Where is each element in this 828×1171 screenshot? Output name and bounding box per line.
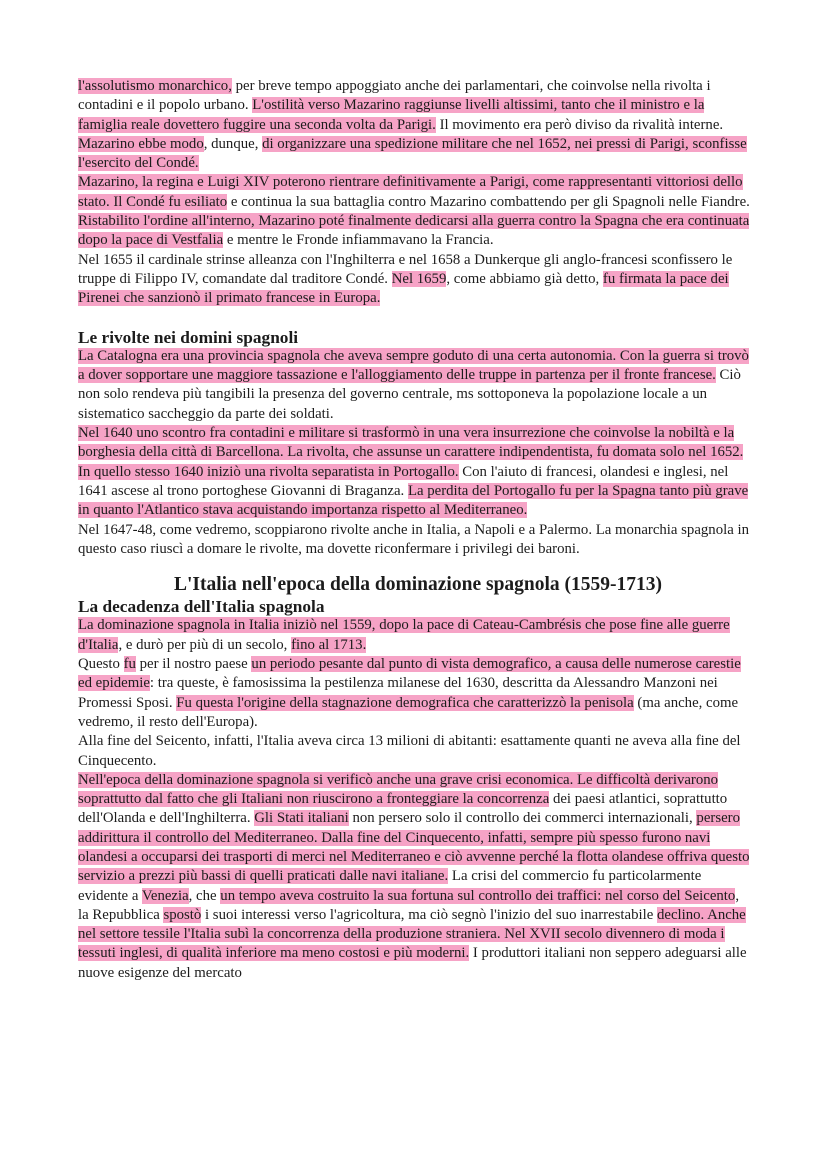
paragraph	[78, 521, 750, 560]
text-segment: Nel 1647-48, come vedremo, scoppiarono rivolte anche in Italia, a Napoli e a Palermo. La monarchia spagnola in questo caso riuscì a domare le rivolte, ma dovette riconfermare i privilegi dei baroni.	[78, 521, 749, 557]
highlighted-text: Gli Stati italiani	[254, 810, 349, 827]
text-segment: Questo	[78, 656, 124, 673]
highlighted-text: Mazarino, la regina e Luigi XIV poterono rientrare definitivamente a Parigi, come rappresentanti vittoriosi dello stato. Il Condé fu esiliato	[78, 174, 743, 210]
paragraph	[78, 463, 750, 521]
text-segment: Il movimento era però diviso da rivalità interne.	[435, 116, 724, 133]
paragraph	[78, 251, 750, 309]
text-segment: Alla fine del Seicento, infatti, l'Italia aveva circa 13 milioni di abitanti: esattamente quanti ne aveva alla fine del Cinquecento.	[78, 733, 741, 769]
highlighted-text: L'ostilità verso Mazarino raggiunse livelli altissimi, tanto che il ministro e la famiglia reale dovettero fuggire una seconda volta da Parigi.	[78, 97, 705, 133]
text-segment: Nel 1655 il cardinale strinse alleanza con l'Inghilterra e nel 1658 a Dunkerque gli anglo-francesi sconfissero le truppe di Filippo IV, comandate dal traditore Condé.	[78, 251, 733, 287]
paragraph	[78, 424, 750, 463]
text-segment: dei paesi atlantici, soprattutto dell'Olanda e dell'Inghilterra.	[78, 791, 728, 827]
highlighted-text: Nel 1640 uno scontro fra contadini e militare si trasformò in una vera insurrezione che coinvolse la nobiltà e la borghesia della città di Barcellona. La rivolta, che assunse un carattere indipendentista, fu domata solo nel 1652.	[78, 425, 744, 461]
highlighted-text: l'assolutismo monarchico,	[78, 78, 232, 94]
text-segment: , come abbiamo già detto,	[446, 270, 603, 287]
highlighted-text: declino. Anche nel settore tessile l'Italia subì la concorrenza della produzione straniera. Nel XVII secolo divennero di moda i tessuti inglesi, di qualità inferiore ma meno costosi e più moderni.	[78, 906, 746, 962]
text-segment: I produttori italiani non seppero adeguarsi alle nuove esigenze del mercato	[78, 945, 747, 981]
paragraph	[78, 173, 750, 212]
text-segment: non persero solo il controllo dei commerci internazionali,	[348, 810, 697, 827]
paragraph	[78, 77, 750, 173]
text-segment: e continua la sua battaglia contro Mazarino combattendo per gli Spagnoli nelle Fiandre.	[227, 193, 750, 210]
highlighted-text: fino al 1713.	[291, 636, 367, 653]
text-segment: , la Repubblica	[78, 887, 740, 923]
highlighted-text: di organizzare una spedizione militare che nel 1652, nei pressi di Parigi, sconfisse l'esercito del Condé.	[78, 135, 747, 172]
paragraph	[78, 347, 750, 424]
section-heading-decadenza: La decadenza dell'Italia spagnola	[78, 597, 325, 617]
highlighted-text: Nell'epoca della dominazione spagnola si verificò anche una grave crisi economica. Le difficoltà derivarono soprattutto dal fatto che gli Italiani non riuscirono a fronteggiare la concorrenza	[78, 771, 719, 808]
chapter-title: L'Italia nell'epoca della dominazione spagnola (1559-1713)	[173, 574, 663, 596]
paragraph	[78, 655, 750, 732]
text-segment: , e durò per più di un secolo,	[118, 636, 292, 653]
text-segment: per breve tempo appoggiato anche dei parlamentari, che coinvolse nella rivolta i contadini e il popolo urbano.	[78, 78, 711, 114]
highlighted-text: In quello stesso 1640 iniziò una rivolta separatista in Portogallo.	[78, 463, 459, 480]
highlighted-text: spostò	[163, 906, 202, 923]
paragraph	[78, 212, 750, 251]
paragraph	[78, 771, 750, 983]
highlighted-text: persero addirittura il controllo del Mediterraneo. Dalla fine del Cinquecento, infatti, sempre più spesso furono navi olandesi a occuparsi dei trasporti di merci nel Mediterraneo e ciò avvenne perché la flotta olandese offriva questo servizio a prezzi più bassi di quelli praticati dalle navi italiane.	[78, 810, 750, 885]
highlighted-text: La perdita del Portogallo fu per la Spagna tanto più grave in quanto l'Atlantico stava acquistando importanza rispetto al Mediterraneo.	[78, 482, 749, 519]
text-segment: e mentre le Fronde infiammavano la Francia.	[223, 232, 494, 249]
text-segment: La crisi del commercio fu particolarmente evidente a	[78, 868, 702, 904]
text-segment: : tra queste, è famosissima la pestilenza milanese del 1630, descritta da Alessandro Manzoni nei Promessi Sposi.	[78, 675, 718, 711]
text-segment: Ciò non solo rendeva più tangibili la presenza del governo centrale, ms sottoponeva la popolazione locale a un sistematico saccheggio da parte dei soldati.	[78, 367, 741, 422]
text-segment: , che	[188, 887, 221, 904]
highlighted-text: Nel 1659	[391, 270, 447, 287]
spacer	[78, 309, 750, 328]
highlighted-text: fu	[123, 656, 136, 673]
highlighted-text: La Catalogna era una provincia spagnola che aveva sempre goduto di una certa autonomia. Con la guerra si trovò a dover sopportare une maggiore tassazione e l'alloggiamento delle truppe in partenza per il fronte francese.	[78, 347, 749, 384]
paragraph	[78, 732, 750, 771]
text-segment: Con l'aiuto di francesi, olandesi e inglesi, nel 1641 ascese al trono portoghese Giovanni di Braganza.	[78, 463, 729, 499]
highlighted-text: un periodo pesante dal punto di vista demografico, a causa delle numerose carestie ed epidemie	[78, 656, 741, 692]
document-page	[78, 77, 750, 983]
highlighted-text: Venezia	[141, 887, 189, 904]
highlighted-text: fu firmata la pace dei Pirenei che sanzionò il primato francese in Europa.	[78, 270, 729, 307]
highlighted-text: La dominazione spagnola in Italia iniziò nel 1559, dopo la pace di Cateau-Cambrésis che pose fine alle guerre d'Italia	[78, 617, 730, 653]
highlighted-text: Ristabilito l'ordine all'interno, Mazarino poté finalmente dedicarsi alla guerra contro la Spagna che era continuata dopo la pace di Vestfalia	[78, 213, 750, 249]
highlighted-text: un tempo aveva costruito la sua fortuna sul controllo dei traffici: nel corso del Seicento	[220, 887, 736, 904]
text-segment: i suoi interessi verso l'agricoltura, ma ciò segnò l'inizio del suo inarrestabile	[201, 906, 657, 923]
section-heading-rivolte: Le rivolte nei domini spagnoli	[78, 327, 299, 347]
paragraph	[78, 616, 750, 655]
text-segment: per il nostro paese	[135, 656, 252, 673]
spacer	[78, 559, 750, 573]
text-segment: (ma anche, come vedremo, il resto dell'Europa).	[78, 694, 739, 730]
highlighted-text: Fu questa l'origine della stagnazione demografica che caratterizzò la penisola	[176, 694, 634, 711]
highlighted-text: Mazarino ebbe modo	[78, 135, 204, 152]
text-segment: , dunque,	[203, 135, 263, 152]
